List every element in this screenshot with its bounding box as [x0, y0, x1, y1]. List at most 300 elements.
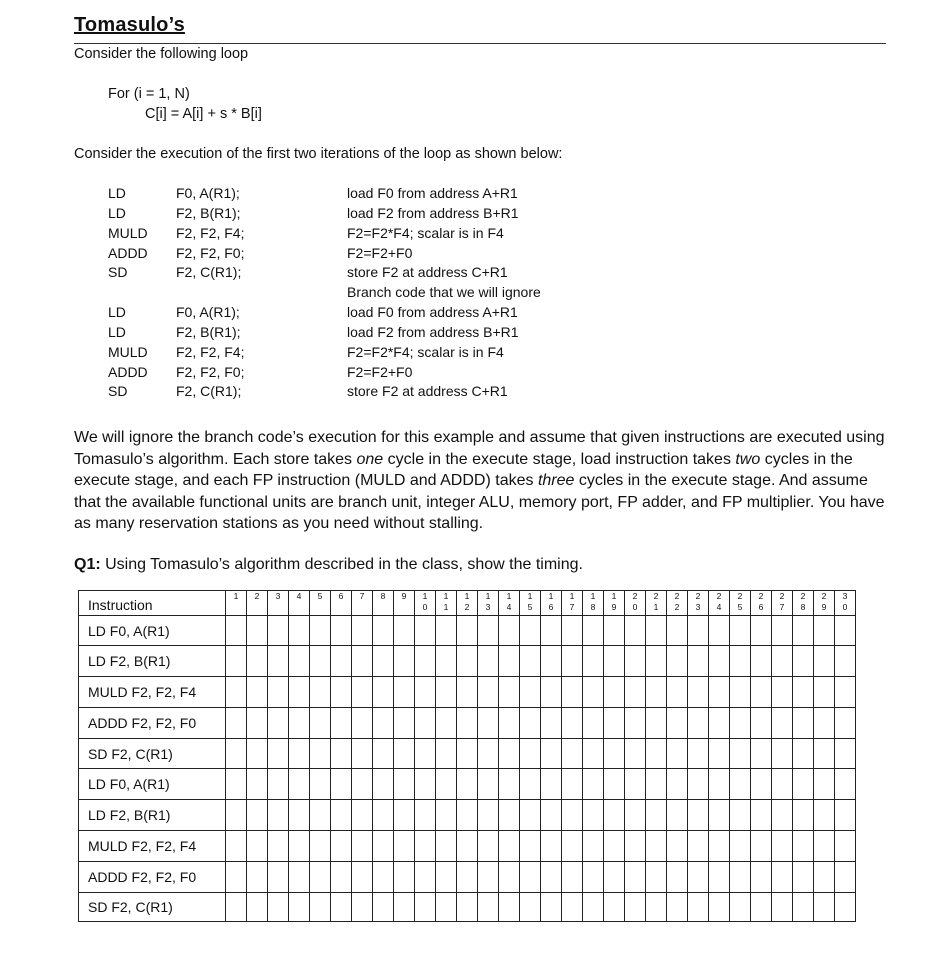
timing-cell[interactable]	[373, 769, 394, 800]
timing-cell[interactable]	[226, 831, 247, 862]
timing-cell[interactable]	[730, 739, 751, 769]
timing-cell[interactable]	[583, 831, 604, 862]
timing-cell[interactable]	[793, 893, 814, 922]
timing-cell[interactable]	[730, 646, 751, 677]
timing-cell[interactable]	[478, 769, 499, 800]
timing-cell[interactable]	[331, 800, 352, 831]
timing-cell[interactable]	[667, 831, 688, 862]
timing-cell[interactable]	[688, 800, 709, 831]
timing-cell[interactable]	[352, 616, 373, 646]
timing-cell[interactable]	[604, 800, 625, 831]
timing-cell[interactable]	[415, 739, 436, 769]
timing-cell[interactable]	[688, 677, 709, 708]
timing-cell[interactable]	[583, 769, 604, 800]
timing-cell[interactable]	[478, 862, 499, 893]
timing-cell[interactable]	[751, 646, 772, 677]
timing-cell[interactable]	[331, 769, 352, 800]
timing-cell[interactable]	[499, 739, 520, 769]
timing-cell[interactable]	[310, 646, 331, 677]
timing-cell[interactable]	[604, 646, 625, 677]
timing-cell[interactable]	[226, 616, 247, 646]
timing-cell[interactable]	[625, 893, 646, 922]
timing-cell[interactable]	[520, 646, 541, 677]
timing-cell[interactable]	[331, 708, 352, 739]
timing-cell[interactable]	[772, 616, 793, 646]
timing-cell[interactable]	[457, 739, 478, 769]
timing-cell[interactable]	[751, 862, 772, 893]
timing-cell[interactable]	[520, 800, 541, 831]
timing-cell[interactable]	[310, 800, 331, 831]
timing-cell[interactable]	[709, 646, 730, 677]
timing-cell[interactable]	[562, 739, 583, 769]
timing-cell[interactable]	[226, 893, 247, 922]
timing-cell[interactable]	[436, 739, 457, 769]
timing-cell[interactable]	[667, 646, 688, 677]
timing-cell[interactable]	[352, 646, 373, 677]
timing-cell[interactable]	[289, 769, 310, 800]
timing-cell[interactable]	[835, 862, 856, 893]
timing-cell[interactable]	[331, 677, 352, 708]
timing-cell[interactable]	[688, 862, 709, 893]
timing-cell[interactable]	[268, 739, 289, 769]
timing-cell[interactable]	[625, 677, 646, 708]
timing-cell[interactable]	[541, 769, 562, 800]
timing-cell[interactable]	[646, 831, 667, 862]
timing-cell[interactable]	[499, 831, 520, 862]
timing-cell[interactable]	[541, 800, 562, 831]
timing-cell[interactable]	[415, 769, 436, 800]
timing-cell[interactable]	[499, 616, 520, 646]
timing-cell[interactable]	[793, 616, 814, 646]
timing-cell[interactable]	[793, 862, 814, 893]
timing-cell[interactable]	[835, 646, 856, 677]
timing-cell[interactable]	[415, 800, 436, 831]
timing-cell[interactable]	[499, 708, 520, 739]
timing-cell[interactable]	[394, 739, 415, 769]
timing-cell[interactable]	[730, 708, 751, 739]
timing-cell[interactable]	[646, 677, 667, 708]
timing-cell[interactable]	[289, 708, 310, 739]
timing-cell[interactable]	[247, 800, 268, 831]
timing-cell[interactable]	[331, 893, 352, 922]
timing-cell[interactable]	[289, 616, 310, 646]
timing-cell[interactable]	[331, 739, 352, 769]
timing-cell[interactable]	[226, 677, 247, 708]
timing-cell[interactable]	[457, 831, 478, 862]
timing-cell[interactable]	[457, 893, 478, 922]
timing-cell[interactable]	[415, 831, 436, 862]
timing-cell[interactable]	[394, 616, 415, 646]
timing-cell[interactable]	[520, 739, 541, 769]
timing-cell[interactable]	[352, 708, 373, 739]
timing-cell[interactable]	[457, 708, 478, 739]
timing-cell[interactable]	[688, 646, 709, 677]
timing-cell[interactable]	[604, 862, 625, 893]
timing-cell[interactable]	[310, 708, 331, 739]
timing-cell[interactable]	[751, 831, 772, 862]
timing-cell[interactable]	[646, 616, 667, 646]
timing-cell[interactable]	[520, 862, 541, 893]
timing-cell[interactable]	[730, 862, 751, 893]
timing-cell[interactable]	[835, 677, 856, 708]
timing-cell[interactable]	[226, 862, 247, 893]
timing-cell[interactable]	[562, 677, 583, 708]
timing-cell[interactable]	[604, 769, 625, 800]
timing-cell[interactable]	[499, 646, 520, 677]
timing-cell[interactable]	[457, 646, 478, 677]
timing-cell[interactable]	[583, 800, 604, 831]
timing-cell[interactable]	[394, 862, 415, 893]
timing-cell[interactable]	[646, 893, 667, 922]
timing-cell[interactable]	[226, 769, 247, 800]
timing-cell[interactable]	[415, 677, 436, 708]
timing-cell[interactable]	[268, 769, 289, 800]
timing-cell[interactable]	[457, 677, 478, 708]
timing-cell[interactable]	[373, 646, 394, 677]
timing-cell[interactable]	[772, 862, 793, 893]
timing-cell[interactable]	[667, 893, 688, 922]
timing-cell[interactable]	[247, 677, 268, 708]
timing-cell[interactable]	[499, 769, 520, 800]
timing-cell[interactable]	[373, 677, 394, 708]
timing-cell[interactable]	[247, 769, 268, 800]
timing-cell[interactable]	[583, 616, 604, 646]
timing-cell[interactable]	[268, 893, 289, 922]
timing-cell[interactable]	[499, 862, 520, 893]
timing-cell[interactable]	[478, 646, 499, 677]
timing-cell[interactable]	[625, 646, 646, 677]
timing-cell[interactable]	[436, 769, 457, 800]
timing-cell[interactable]	[835, 800, 856, 831]
timing-cell[interactable]	[562, 616, 583, 646]
timing-cell[interactable]	[835, 831, 856, 862]
timing-cell[interactable]	[583, 862, 604, 893]
timing-cell[interactable]	[835, 708, 856, 739]
timing-cell[interactable]	[688, 893, 709, 922]
timing-cell[interactable]	[793, 739, 814, 769]
timing-cell[interactable]	[709, 862, 730, 893]
timing-cell[interactable]	[373, 800, 394, 831]
timing-cell[interactable]	[289, 646, 310, 677]
timing-cell[interactable]	[436, 800, 457, 831]
timing-cell[interactable]	[751, 769, 772, 800]
timing-cell[interactable]	[772, 646, 793, 677]
timing-cell[interactable]	[331, 646, 352, 677]
timing-cell[interactable]	[541, 646, 562, 677]
timing-cell[interactable]	[667, 708, 688, 739]
timing-cell[interactable]	[814, 677, 835, 708]
timing-cell[interactable]	[667, 739, 688, 769]
timing-cell[interactable]	[289, 893, 310, 922]
timing-cell[interactable]	[478, 831, 499, 862]
timing-cell[interactable]	[541, 862, 562, 893]
timing-cell[interactable]	[520, 831, 541, 862]
timing-cell[interactable]	[373, 616, 394, 646]
timing-cell[interactable]	[247, 739, 268, 769]
timing-cell[interactable]	[268, 862, 289, 893]
timing-cell[interactable]	[730, 831, 751, 862]
timing-cell[interactable]	[541, 893, 562, 922]
timing-cell[interactable]	[814, 893, 835, 922]
timing-cell[interactable]	[436, 831, 457, 862]
timing-cell[interactable]	[562, 708, 583, 739]
timing-cell[interactable]	[541, 616, 562, 646]
timing-cell[interactable]	[373, 708, 394, 739]
timing-cell[interactable]	[478, 739, 499, 769]
timing-cell[interactable]	[394, 646, 415, 677]
timing-cell[interactable]	[625, 739, 646, 769]
timing-cell[interactable]	[730, 800, 751, 831]
timing-cell[interactable]	[541, 677, 562, 708]
timing-cell[interactable]	[583, 677, 604, 708]
timing-cell[interactable]	[373, 739, 394, 769]
timing-cell[interactable]	[583, 646, 604, 677]
timing-cell[interactable]	[520, 893, 541, 922]
timing-cell[interactable]	[646, 800, 667, 831]
timing-cell[interactable]	[247, 616, 268, 646]
timing-cell[interactable]	[247, 831, 268, 862]
timing-cell[interactable]	[247, 708, 268, 739]
timing-cell[interactable]	[814, 831, 835, 862]
timing-cell[interactable]	[667, 616, 688, 646]
timing-cell[interactable]	[457, 616, 478, 646]
timing-cell[interactable]	[352, 769, 373, 800]
timing-cell[interactable]	[667, 862, 688, 893]
timing-cell[interactable]	[541, 831, 562, 862]
timing-cell[interactable]	[520, 769, 541, 800]
timing-cell[interactable]	[835, 739, 856, 769]
timing-cell[interactable]	[268, 646, 289, 677]
timing-cell[interactable]	[793, 646, 814, 677]
timing-cell[interactable]	[457, 800, 478, 831]
timing-cell[interactable]	[478, 677, 499, 708]
timing-cell[interactable]	[415, 862, 436, 893]
timing-cell[interactable]	[310, 677, 331, 708]
timing-cell[interactable]	[268, 616, 289, 646]
timing-cell[interactable]	[394, 831, 415, 862]
timing-cell[interactable]	[667, 677, 688, 708]
timing-cell[interactable]	[835, 893, 856, 922]
timing-cell[interactable]	[436, 677, 457, 708]
timing-cell[interactable]	[562, 831, 583, 862]
timing-cell[interactable]	[478, 616, 499, 646]
timing-cell[interactable]	[667, 769, 688, 800]
timing-cell[interactable]	[730, 893, 751, 922]
timing-cell[interactable]	[289, 831, 310, 862]
timing-cell[interactable]	[772, 800, 793, 831]
timing-cell[interactable]	[709, 677, 730, 708]
timing-cell[interactable]	[709, 708, 730, 739]
timing-cell[interactable]	[562, 769, 583, 800]
timing-cell[interactable]	[709, 769, 730, 800]
timing-cell[interactable]	[814, 769, 835, 800]
timing-cell[interactable]	[772, 893, 793, 922]
timing-cell[interactable]	[352, 893, 373, 922]
timing-cell[interactable]	[478, 800, 499, 831]
timing-cell[interactable]	[226, 646, 247, 677]
timing-cell[interactable]	[247, 893, 268, 922]
timing-cell[interactable]	[226, 800, 247, 831]
timing-cell[interactable]	[289, 739, 310, 769]
timing-cell[interactable]	[814, 739, 835, 769]
timing-cell[interactable]	[835, 616, 856, 646]
timing-cell[interactable]	[331, 862, 352, 893]
timing-cell[interactable]	[373, 893, 394, 922]
timing-cell[interactable]	[373, 862, 394, 893]
timing-cell[interactable]	[415, 646, 436, 677]
timing-cell[interactable]	[688, 769, 709, 800]
timing-cell[interactable]	[310, 616, 331, 646]
timing-cell[interactable]	[499, 800, 520, 831]
timing-cell[interactable]	[772, 739, 793, 769]
timing-cell[interactable]	[562, 862, 583, 893]
timing-cell[interactable]	[394, 677, 415, 708]
timing-cell[interactable]	[331, 616, 352, 646]
timing-cell[interactable]	[730, 677, 751, 708]
timing-cell[interactable]	[751, 708, 772, 739]
timing-cell[interactable]	[625, 862, 646, 893]
timing-cell[interactable]	[562, 646, 583, 677]
timing-cell[interactable]	[562, 893, 583, 922]
timing-cell[interactable]	[646, 769, 667, 800]
timing-cell[interactable]	[625, 708, 646, 739]
timing-cell[interactable]	[289, 862, 310, 893]
timing-cell[interactable]	[310, 862, 331, 893]
timing-cell[interactable]	[310, 769, 331, 800]
timing-cell[interactable]	[604, 831, 625, 862]
timing-cell[interactable]	[688, 708, 709, 739]
timing-cell[interactable]	[772, 769, 793, 800]
timing-cell[interactable]	[772, 708, 793, 739]
timing-cell[interactable]	[667, 800, 688, 831]
timing-cell[interactable]	[814, 646, 835, 677]
timing-cell[interactable]	[268, 831, 289, 862]
timing-cell[interactable]	[541, 708, 562, 739]
timing-cell[interactable]	[709, 616, 730, 646]
timing-cell[interactable]	[247, 862, 268, 893]
timing-cell[interactable]	[709, 800, 730, 831]
timing-cell[interactable]	[835, 769, 856, 800]
timing-cell[interactable]	[751, 893, 772, 922]
timing-cell[interactable]	[604, 677, 625, 708]
timing-cell[interactable]	[583, 893, 604, 922]
timing-cell[interactable]	[646, 646, 667, 677]
timing-cell[interactable]	[289, 800, 310, 831]
timing-cell[interactable]	[562, 800, 583, 831]
timing-cell[interactable]	[793, 769, 814, 800]
timing-cell[interactable]	[520, 708, 541, 739]
timing-cell[interactable]	[604, 616, 625, 646]
timing-cell[interactable]	[751, 800, 772, 831]
timing-cell[interactable]	[709, 739, 730, 769]
timing-cell[interactable]	[310, 831, 331, 862]
timing-cell[interactable]	[604, 708, 625, 739]
timing-cell[interactable]	[520, 677, 541, 708]
timing-cell[interactable]	[226, 739, 247, 769]
timing-cell[interactable]	[625, 616, 646, 646]
timing-cell[interactable]	[226, 708, 247, 739]
timing-cell[interactable]	[394, 769, 415, 800]
timing-cell[interactable]	[415, 893, 436, 922]
timing-cell[interactable]	[772, 677, 793, 708]
timing-cell[interactable]	[541, 739, 562, 769]
timing-cell[interactable]	[331, 831, 352, 862]
timing-cell[interactable]	[289, 677, 310, 708]
timing-cell[interactable]	[793, 831, 814, 862]
timing-cell[interactable]	[415, 708, 436, 739]
timing-cell[interactable]	[352, 739, 373, 769]
timing-cell[interactable]	[436, 862, 457, 893]
timing-cell[interactable]	[730, 616, 751, 646]
timing-cell[interactable]	[646, 739, 667, 769]
timing-cell[interactable]	[583, 739, 604, 769]
timing-cell[interactable]	[583, 708, 604, 739]
timing-cell[interactable]	[394, 800, 415, 831]
timing-cell[interactable]	[772, 831, 793, 862]
timing-cell[interactable]	[436, 893, 457, 922]
timing-cell[interactable]	[625, 831, 646, 862]
timing-cell[interactable]	[394, 708, 415, 739]
timing-cell[interactable]	[352, 831, 373, 862]
timing-cell[interactable]	[814, 800, 835, 831]
timing-cell[interactable]	[436, 646, 457, 677]
timing-cell[interactable]	[688, 616, 709, 646]
timing-cell[interactable]	[604, 893, 625, 922]
timing-cell[interactable]	[751, 739, 772, 769]
timing-cell[interactable]	[499, 677, 520, 708]
timing-cell[interactable]	[394, 893, 415, 922]
timing-cell[interactable]	[436, 616, 457, 646]
timing-cell[interactable]	[247, 646, 268, 677]
timing-cell[interactable]	[625, 800, 646, 831]
timing-cell[interactable]	[499, 893, 520, 922]
timing-cell[interactable]	[751, 677, 772, 708]
timing-cell[interactable]	[730, 769, 751, 800]
timing-cell[interactable]	[793, 677, 814, 708]
timing-cell[interactable]	[604, 739, 625, 769]
timing-cell[interactable]	[625, 769, 646, 800]
timing-cell[interactable]	[793, 708, 814, 739]
timing-cell[interactable]	[415, 616, 436, 646]
timing-cell[interactable]	[688, 739, 709, 769]
timing-cell[interactable]	[709, 893, 730, 922]
timing-cell[interactable]	[352, 800, 373, 831]
timing-cell[interactable]	[709, 831, 730, 862]
timing-cell[interactable]	[373, 831, 394, 862]
timing-cell[interactable]	[793, 800, 814, 831]
timing-cell[interactable]	[310, 739, 331, 769]
timing-cell[interactable]	[520, 616, 541, 646]
timing-cell[interactable]	[688, 831, 709, 862]
timing-cell[interactable]	[814, 708, 835, 739]
timing-cell[interactable]	[478, 708, 499, 739]
timing-cell[interactable]	[646, 708, 667, 739]
timing-cell[interactable]	[646, 862, 667, 893]
timing-cell[interactable]	[814, 862, 835, 893]
timing-cell[interactable]	[436, 708, 457, 739]
timing-cell[interactable]	[268, 800, 289, 831]
timing-cell[interactable]	[268, 708, 289, 739]
timing-cell[interactable]	[814, 616, 835, 646]
timing-cell[interactable]	[457, 862, 478, 893]
timing-cell[interactable]	[478, 893, 499, 922]
timing-cell[interactable]	[457, 769, 478, 800]
timing-cell[interactable]	[310, 893, 331, 922]
timing-cell[interactable]	[352, 862, 373, 893]
timing-cell[interactable]	[352, 677, 373, 708]
timing-cell[interactable]	[268, 677, 289, 708]
timing-cell[interactable]	[751, 616, 772, 646]
